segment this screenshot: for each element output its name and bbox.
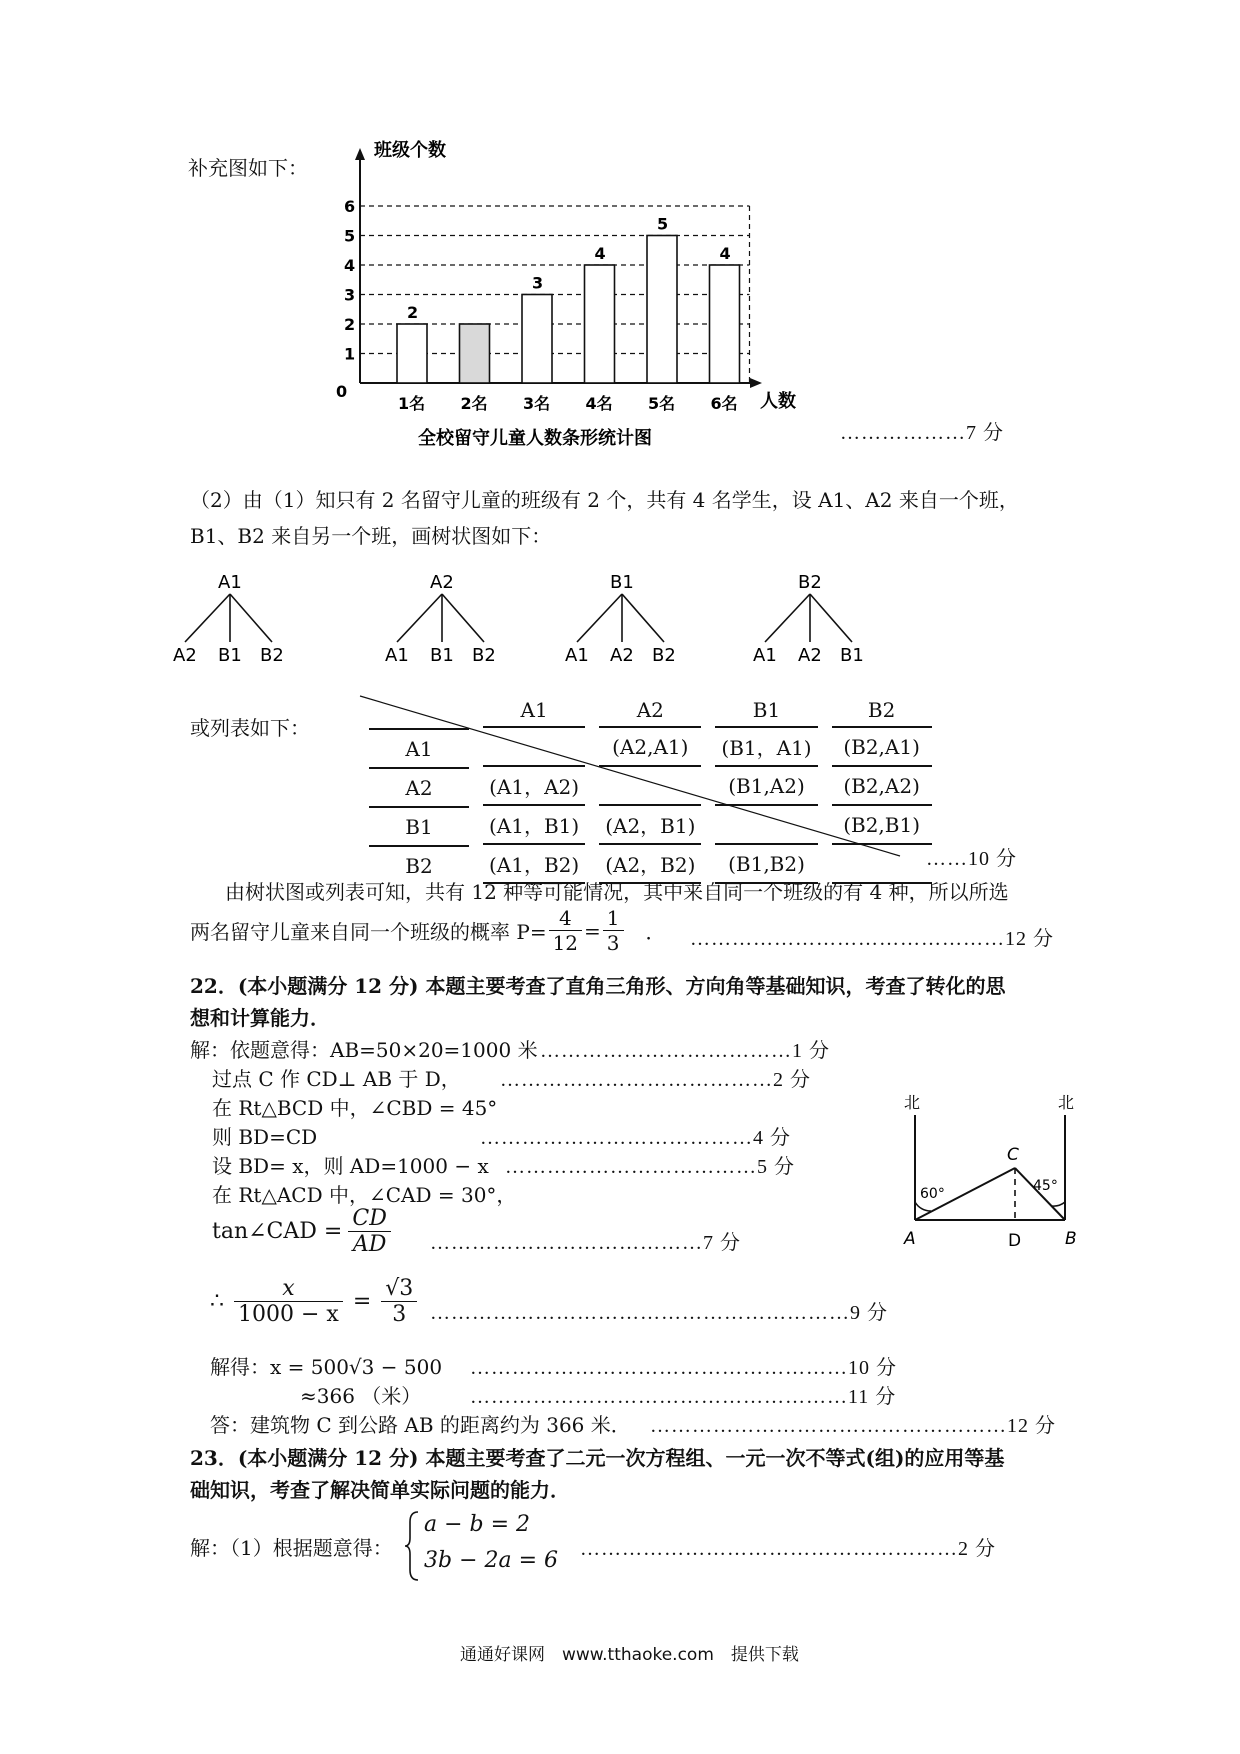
- x-tick-label: 5名: [648, 394, 676, 413]
- frac2-numerator: 1: [603, 906, 624, 931]
- table-cell: (B2,B1): [832, 806, 932, 845]
- q22-line1: 解：依题意得：AB=50×20=1000 米: [190, 1038, 538, 1062]
- y-tick-label: 3: [344, 285, 356, 305]
- q22-line5-score: ………………………………5 分: [505, 1156, 795, 1178]
- tree-leaf-label: B1: [840, 645, 864, 666]
- score-7: ………………7 分: [840, 422, 1004, 444]
- ratio-right-fraction: [381, 1276, 417, 1327]
- bar-value-label: 5: [657, 214, 669, 234]
- y-tick-label: 2: [344, 315, 356, 334]
- q22-line10-score: ………………………………………………11 分: [470, 1386, 897, 1408]
- q22-line2: 过点 C 作 CD⊥ AB 于 D，: [212, 1067, 461, 1091]
- angle-label-a: 60°: [920, 1186, 945, 1202]
- bar: [647, 236, 677, 384]
- direction-figure: [880, 1090, 1100, 1260]
- tree-leaf-label: A1: [565, 645, 589, 666]
- angle-label-b: 45°: [1033, 1178, 1058, 1194]
- tree-leaf-label: A1: [753, 645, 777, 666]
- y-tick-label: 1: [344, 344, 356, 364]
- table-cell: (B2,A1): [832, 728, 932, 767]
- table-row: [369, 767, 932, 806]
- table-header-cell: A2: [599, 694, 701, 728]
- q22-line1-score: ………………………………1 分: [540, 1040, 830, 1062]
- table-header-cell: B2: [832, 694, 932, 728]
- tree-branch: [397, 594, 442, 642]
- point-label-c: C: [1007, 1145, 1019, 1165]
- x-tick-label: 1名: [398, 394, 426, 413]
- bar: [585, 265, 615, 383]
- ratio-right-denominator: 3: [392, 1302, 407, 1327]
- q22-line10: ≈366 （米）: [300, 1384, 422, 1408]
- table-cell: (B1,B2): [715, 845, 817, 884]
- table-header-cell: B1: [715, 694, 817, 728]
- page-footer: 通通好课网 www.tthaoke.com 提供下载: [460, 1645, 799, 1665]
- tree-leaf-label: A2: [173, 645, 197, 666]
- q22-heading-2: 想和计算能力．: [190, 1006, 330, 1030]
- score-10: ……10 分: [926, 848, 1017, 870]
- tree-branch: [442, 594, 484, 642]
- tree-diagrams: [150, 560, 910, 670]
- bar: [397, 324, 427, 383]
- therefore-symbol: ∴: [210, 1289, 224, 1314]
- frac2-denominator: 3: [606, 931, 620, 955]
- table-cell: (A1，B1): [483, 806, 585, 845]
- y-tick-label: 5: [344, 226, 356, 246]
- table-row-label: A1: [369, 728, 469, 767]
- table-cell: (A2,A1): [599, 728, 701, 767]
- table-cell: (B2,A2): [832, 767, 932, 806]
- tree-B2: [753, 572, 864, 666]
- table-cell: [715, 806, 817, 845]
- tree-branch: [577, 594, 622, 642]
- q22-line9-score: ………………………………………………10 分: [470, 1357, 897, 1379]
- tree-A2: [385, 572, 496, 666]
- table-cell: (A1，B2): [483, 845, 585, 884]
- bar-value-label: 2: [407, 303, 419, 322]
- north-label-right: 北: [1058, 1093, 1075, 1112]
- table-cell: (A2，B1): [599, 806, 701, 845]
- tree-leaf-label: A2: [610, 645, 634, 666]
- tree-leaf-label: A1: [385, 645, 409, 666]
- part2-line1: （2）由（1）知只有 2 名留守儿童的班级有 2 个，共有 4 名学生，设 A1、A2 来自一个班，: [190, 488, 1019, 512]
- ratio-left-fraction: [234, 1276, 343, 1327]
- ratio-right-numerator: √3: [381, 1276, 417, 1302]
- x-tick-label: 2名: [460, 394, 488, 413]
- x-tick-label: 3名: [523, 394, 551, 413]
- tan-fraction: [348, 1206, 390, 1257]
- bar: [710, 265, 740, 383]
- x-axis-label: 人数: [760, 391, 796, 412]
- x-tick-label: 4名: [585, 394, 613, 413]
- x-tick-label: 6名: [710, 394, 738, 413]
- tree-leaf-label: B2: [652, 645, 676, 666]
- q22-line11-score: ……………………………………………12 分: [650, 1415, 1056, 1437]
- table-row-label: B2: [369, 845, 469, 884]
- x-axis-arrow: [750, 378, 762, 388]
- table-row: [369, 728, 932, 767]
- q22-line8-score: ……………………………………………………9 分: [430, 1302, 888, 1324]
- tan-denominator: AD: [352, 1232, 387, 1257]
- part2-line2: B1、B2 来自另一个班，画树状图如下：: [190, 524, 552, 548]
- q23-intro: 解：（1）根据题意得：: [190, 1536, 393, 1560]
- q22-line6: 在 Rt△ACD 中，∠CAD = 30°，: [212, 1183, 517, 1207]
- q22-line4: 则 BD=CD: [212, 1125, 318, 1149]
- outcome-table: [355, 694, 946, 884]
- ratio-equals: =: [352, 1289, 372, 1314]
- y-tick-label: 6: [344, 197, 356, 216]
- tree-B1: [565, 572, 676, 666]
- tree-A1: [173, 572, 284, 666]
- ratio-left-denominator: 1000 − x: [238, 1302, 339, 1327]
- frac1-numerator: 4: [549, 906, 582, 931]
- table-header-row: [369, 694, 932, 728]
- q22-line4-score: …………………………………4 分: [480, 1127, 791, 1149]
- fraction-4-12: [549, 906, 582, 955]
- table-row: [369, 806, 932, 845]
- table-cell: [599, 767, 701, 806]
- q23-heading-2: 础知识，考查了解决简单实际问题的能力．: [190, 1478, 570, 1502]
- q23-score-2: ………………………………………………2 分: [580, 1538, 996, 1560]
- bar-value-label: 4: [719, 244, 731, 263]
- table-intro: 或列表如下：: [190, 716, 310, 740]
- table-row-label: B1: [369, 806, 469, 845]
- bar-value-label: 3: [532, 273, 544, 293]
- point-label-d: D: [1008, 1231, 1022, 1251]
- q22-line3: 在 Rt△BCD 中，∠CBD = 45°: [212, 1096, 498, 1120]
- q22-line11: 答：建筑物 C 到公路 AB 的距离约为 366 米．: [210, 1413, 631, 1437]
- table-corner-cell: [369, 694, 469, 728]
- segment-cb: [1015, 1168, 1065, 1220]
- probability-line: [190, 906, 666, 955]
- tree-root-label: A1: [218, 572, 242, 593]
- conclusion-line1: 由树状图或列表可知，共有 12 种等可能情况，其中来自同一个班级的有 4 种，所以所选: [225, 880, 1009, 904]
- point-label-a: A: [904, 1229, 916, 1249]
- tan-numerator: CD: [348, 1206, 390, 1232]
- tree-leaf-label: B2: [472, 645, 496, 666]
- bar-value-label: 4: [594, 244, 606, 263]
- q22-line5: 设 BD= x，则 AD=1000 − x: [212, 1154, 489, 1178]
- tree-leaf-label: B1: [430, 645, 454, 666]
- tree-branch: [185, 594, 230, 642]
- fraction-1-3: [603, 906, 624, 955]
- equals-sign: =: [584, 918, 601, 943]
- q22-heading-1: 22．(本小题满分 12 分) 本题主要考查了直角三角形、方向角等基础知识，考查了转化的思: [190, 974, 1006, 998]
- tree-root-label: B2: [798, 572, 822, 593]
- tree-leaf-label: A2: [798, 645, 822, 666]
- probability-prefix: 两名留守儿童来自同一个班级的概率 P=: [190, 920, 547, 944]
- tree-branch: [765, 594, 810, 642]
- y-axis-arrow: [355, 148, 365, 160]
- q22-ratio-equation: [210, 1276, 417, 1327]
- table-cell: (B1,A2): [715, 767, 817, 806]
- bar: [460, 324, 490, 383]
- north-label-left: 北: [904, 1093, 921, 1112]
- q23-equation-1: a − b = 2: [424, 1512, 531, 1537]
- point-label-b: B: [1065, 1229, 1077, 1249]
- table-cell: (B1，A1): [715, 728, 817, 767]
- angle-arc-a: [915, 1202, 931, 1211]
- score-12-a: ………………………………………12 分: [690, 928, 1054, 950]
- tree-root-label: A2: [430, 572, 454, 593]
- q22-line9: 解得：x = 500√3 − 500: [210, 1355, 443, 1379]
- frac1-denominator: 12: [552, 931, 579, 955]
- tan-lhs: tan∠CAD =: [212, 1219, 343, 1244]
- table-row-label: A2: [369, 767, 469, 806]
- table-cell: [483, 728, 585, 767]
- q23-heading-1: 23．(本小题满分 12 分) 本题主要考查了二元一次方程组、一元一次不等式(组)的应用等基: [190, 1446, 1005, 1470]
- chart-title: 全校留守儿童人数条形统计图: [418, 428, 652, 449]
- q23-equation-2: 3b − 2a = 6: [424, 1548, 559, 1573]
- tree-branch: [622, 594, 664, 642]
- period: ．: [645, 920, 666, 944]
- y-axis-label: 班级个数: [374, 140, 446, 161]
- y-tick-label: 0: [336, 382, 348, 401]
- tree-leaf-label: B2: [260, 645, 284, 666]
- q22-tan-equation: [212, 1206, 391, 1257]
- table-cell: (A1，A2): [483, 767, 585, 806]
- tree-root-label: B1: [610, 572, 634, 593]
- tree-branch: [230, 594, 272, 642]
- q22-line2-score: …………………………………2 分: [500, 1069, 811, 1091]
- bar: [522, 295, 552, 384]
- system-brace: [404, 1510, 420, 1582]
- tree-leaf-label: B1: [218, 645, 242, 666]
- y-tick-label: 4: [344, 256, 356, 275]
- table-header-cell: A1: [483, 694, 585, 728]
- tree-branch: [810, 594, 852, 642]
- chart-intro: 补充图如下：: [188, 156, 308, 180]
- angle-arc-b: [1052, 1202, 1065, 1206]
- q22-line7-score: …………………………………7 分: [430, 1232, 741, 1254]
- table-cell: (A2，B2): [599, 845, 701, 884]
- ratio-left-numerator: x: [234, 1276, 343, 1302]
- bar-chart: [320, 140, 820, 460]
